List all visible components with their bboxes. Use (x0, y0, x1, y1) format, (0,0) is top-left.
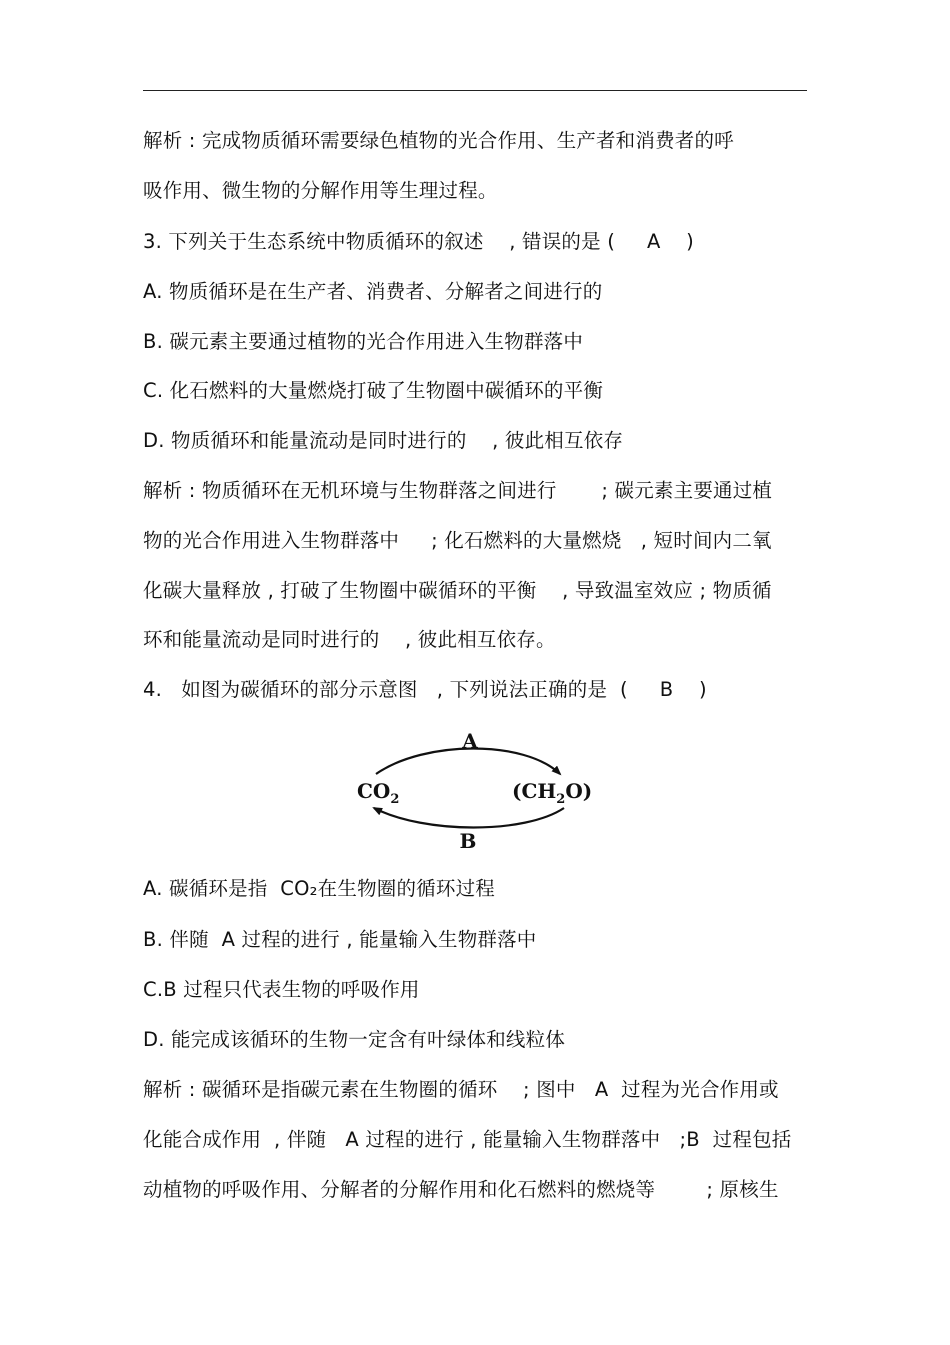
arrow-b (374, 808, 564, 828)
question-4-analysis-line-1: 解析 : 碳循环是指碳元素在生物圈的循环 ; 图中 A 过程为光合作用或 (143, 1078, 779, 1101)
question-3-analysis-line-2: 物的光合作用进入生物群落中 ; 化石燃料的大量燃烧 , 短时间内二氧 (143, 529, 772, 552)
text-line-1: 解析 : 完成物质循环需要绿色植物的光合作用、生产者和消费者的呼 (143, 129, 734, 152)
question-4-analysis-line-3: 动植物的呼吸作用、分解者的分解作用和化石燃料的燃烧等 ; 原核生 (143, 1178, 779, 1201)
question-3-option-d: D. 物质循环和能量流动是同时进行的 , 彼此相互依存 (143, 429, 624, 452)
question-3-option-a: A. 物质循环是在生产者、消费者、分解者之间进行的 (143, 280, 603, 303)
question-3-stem: 3. 下列关于生态系统中物质循环的叙述 , 错误的是 ( A ) (143, 230, 694, 253)
label-a: A (462, 729, 478, 753)
header-rule (143, 90, 807, 91)
question-4-option-b: B. 伴随 A 过程的进行 , 能量输入生物群落中 (143, 928, 537, 951)
question-3-analysis-line-3: 化碳大量释放 , 打破了生物圈中碳循环的平衡 , 导致温室效应 ; 物质循 (143, 579, 772, 602)
question-4-option-a: A. 碳循环是指 CO₂在生物圈的循环过程 (143, 877, 495, 900)
question-4-option-d: D. 能完成该循环的生物一定含有叶绿体和线粒体 (143, 1028, 566, 1051)
node-ch2o: $(CH_2O)$ (512, 779, 593, 807)
carbon-cycle-diagram (340, 722, 610, 862)
question-3-analysis-line-1: 解析 : 物质循环在无机环境与生物群落之间进行 ; 碳元素主要通过植 (143, 479, 773, 502)
question-3-option-c: C. 化石燃料的大量燃烧打破了生物圈中碳循环的平衡 (143, 379, 604, 402)
question-4-option-c: C.B 过程只代表生物的呼吸作用 (143, 978, 420, 1001)
question-3-option-b: B. 碳元素主要通过植物的光合作用进入生物群落中 (143, 330, 584, 353)
question-4-stem: 4. 如图为碳循环的部分示意图 , 下列说法正确的是 ( B ) (143, 678, 707, 701)
node-co2: $CO_2$ (357, 779, 400, 807)
label-b: B (459, 829, 477, 853)
question-4-analysis-line-2: 化能合成作用 , 伴随 A 过程的进行 , 能量输入生物群落中 ;B 过程包括 (143, 1128, 792, 1151)
text-line-2: 吸作用、微生物的分解作用等生理过程。 (143, 179, 498, 202)
question-3-analysis-line-4: 环和能量流动是同时进行的 , 彼此相互依存。 (143, 628, 556, 651)
